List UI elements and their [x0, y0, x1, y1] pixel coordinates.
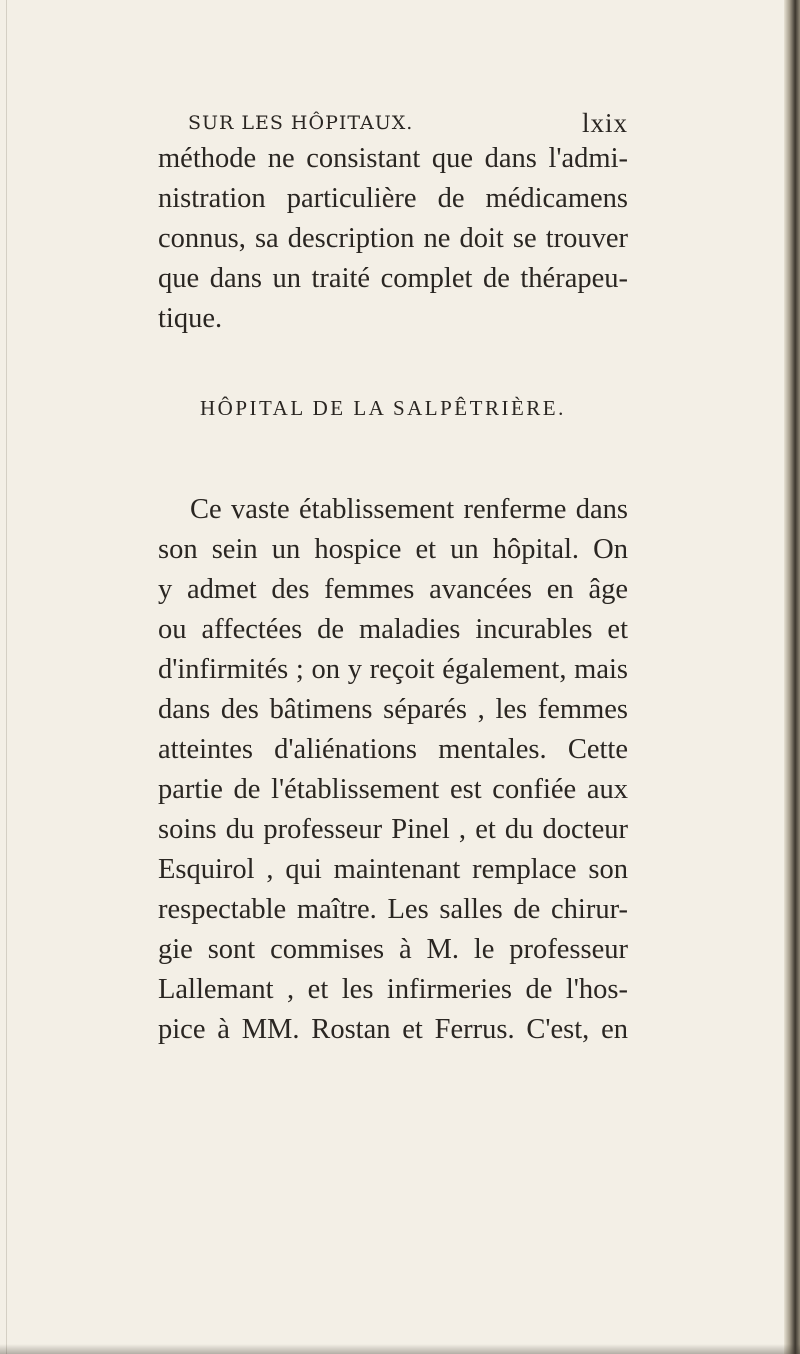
- text-line: d'infirmités ; on y reçoit également, mais: [158, 654, 628, 685]
- text-line: ou affectées de maladies incurables et: [158, 614, 628, 645]
- text-line: pice à MM. Rostan et Ferrus. C'est, en: [158, 1014, 628, 1045]
- paragraph-2: [158, 490, 628, 1050]
- text-line: gie sont commises à M. le professeur: [158, 934, 628, 965]
- running-head: [188, 108, 628, 142]
- text-line: respectable maître. Les salles de chirur-: [158, 894, 628, 925]
- text-line: y admet des femmes avancées en âge: [158, 574, 628, 605]
- text-line: soins du professeur Pinel , et du docteur: [158, 814, 628, 845]
- page-number: lxix: [581, 108, 628, 138]
- text-line: Ce vaste établissement renferme dans: [190, 494, 628, 525]
- text-line: partie de l'établissement est confiée aux: [158, 774, 628, 805]
- text-line: méthode ne consistant que dans l'admi-: [158, 143, 628, 174]
- text-line: que dans un traité complet de thérapeu-: [158, 263, 628, 294]
- text-line: nistration particulière de médicamens: [158, 183, 628, 214]
- text-line: dans des bâtimens séparés , les femmes: [158, 694, 628, 725]
- text-line: tique.: [158, 303, 223, 334]
- paragraph-1: [158, 139, 628, 339]
- text-line: Esquirol , qui maintenant remplace son: [158, 854, 628, 885]
- text-line: Lallemant , et les infirmeries de l'hos-: [158, 974, 628, 1005]
- text-line: son sein un hospice et un hôpital. On: [158, 534, 628, 565]
- page-edge-line: [6, 0, 7, 1354]
- section-heading: HÔPITAL DE LA SALPÊTRIÈRE.: [200, 396, 566, 420]
- page-binding-edge: [784, 0, 800, 1354]
- text-line: connus, sa description ne doit se trouver: [158, 223, 628, 254]
- running-head-title: SUR LES HÔPITAUX.: [188, 112, 414, 134]
- text-line: atteintes d'aliénations mentales. Cette: [158, 734, 628, 765]
- page-bottom-shadow: [0, 1344, 800, 1354]
